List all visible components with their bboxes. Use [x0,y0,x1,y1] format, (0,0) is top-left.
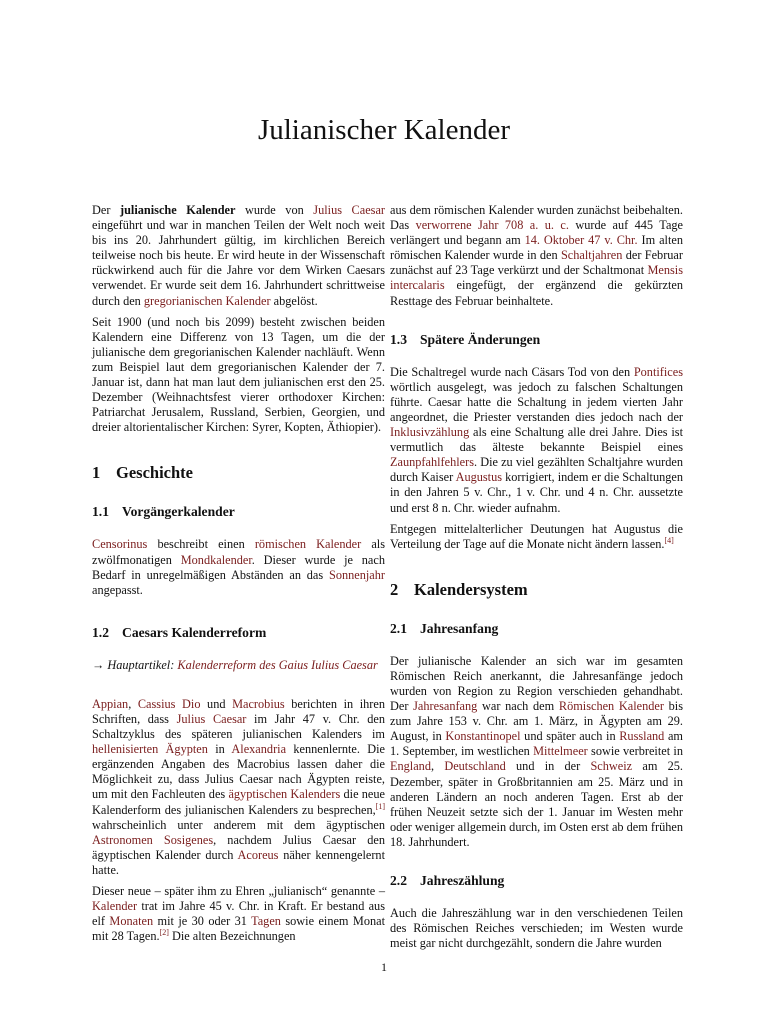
link-aegyptischer-kalender[interactable]: ägyptischen Kalenders [228,787,341,802]
intro-paragraph-2: Seit 1900 (und noch bis 2099) besteht zwischen beiden Kalendern eine Differenz von 13 Tagen, um die der julianische dem gregorianischen Kalender nachläuft. Wenn zum Beispiel laut dem gregorianischen Kalender der 7. Januar ist, dann hat man laut dem julianischen erst den 25. Dezember (Weihnachtsfest vierer orthodoxer Kirchen: Patriarchat Jerusalem, Russland, Serbien, Georgien, und dreier altorientalischer Kirchen: Syrer, Kopten, Äthiopier). [92,314,385,435]
section-title: Geschichte [116,463,193,483]
link-macrobius[interactable]: Macrobius [232,696,285,711]
link-alexandria[interactable]: Alexandria [231,742,287,757]
link-russland[interactable]: Russland [619,729,665,744]
text: in [207,742,232,757]
section-number: 1 [92,463,101,483]
subsection-title: Jahreszählung [420,873,505,888]
link-gregorianischer-kalender[interactable]: gregorianischen Kalender [143,293,271,308]
link-konstantinopel[interactable]: Konstantinopel [445,729,521,744]
section-number: 2 [390,579,399,599]
link-jahresanfang[interactable]: Jahresanfang [413,699,478,714]
right-column [390,203,683,957]
link-pontifices[interactable]: Pontifices [633,364,683,379]
text: sowie verbreitet in [587,744,683,759]
link-cassius-dio[interactable]: Cassius Dio [137,696,201,711]
text: wahrscheinlich unter anderem mit dem ägyptischen [92,817,385,832]
main-article-note [92,658,385,673]
text: eingeführt und war in manchen Teilen der Welt noch weit bis ins 20. Jahrhundert gültig, im kirchlichen Bereich teilweise noch bis heute. Er wird heute in der Wissenschaft rückwirkend auch für die Jahre vor dem Wirken Caesars verwendet. Er wurde seit dem 16. Jahrhundert schrittweise durch den [92,218,385,308]
text: kennenlernte. Die ergänzenden Angaben des Macrobius lassen daher die Möglichkeit zu, dass Julius Caesar nach Ägypten reiste, um mit den Fachleuten des [92,742,385,802]
link-mensis-intercalaris[interactable]: Mensis intercalaris [390,263,683,293]
link-sonnenjahr[interactable]: Sonnenjahr [328,567,385,582]
text: angepasst. [92,582,143,597]
text: . Die zu viel gezählten Schaltjahre wurden durch Kaiser [390,455,683,485]
text: und [200,696,233,711]
text: als eine Schaltung alle drei Jahre. Dies ist vermutlich das älteste bekannte Beispiel eines [390,425,683,455]
text: Im alten römischen Kalender wurde in den [390,233,683,263]
text: , [430,759,445,774]
link-appian[interactable]: Appian [92,696,129,711]
subsection-title: Caesars Kalenderreform [122,624,267,640]
link-monaten[interactable]: Monaten [109,914,154,929]
link-england[interactable]: England [390,759,431,774]
subsection-title: Jahresanfang [420,620,499,636]
subsection-heading-vorgaengerkalender [92,503,385,521]
page-number: 1 [381,960,387,974]
text: wurde von [235,203,314,217]
subsection-title: Vorgängerkalender [122,504,235,520]
text: Dieser neue – später ihm zu Ehren „julianisch“ genannte – [92,884,385,898]
text: die neue Kalenderform des julianischen Kalenders zu besprechen, [92,787,385,817]
text: und später auch in [520,729,620,744]
section-heading-kalendersystem [390,580,683,600]
link-schaltjahren[interactable]: Schaltjahren [560,248,623,263]
link-kalender[interactable]: Kalender [92,899,138,914]
text: aus dem römischen Kalender wurden zunächst beibehalten. Das [390,203,683,233]
paragraph-neuer-kalender [92,884,385,944]
paragraph-jahreszaehlung: Auch die Jahreszählung war in den verschiedenen Teilen des Römischen Reiches verschieden; im Westen wurde meist gar nicht durchgezählt, sondern die Jahre wurden [390,906,683,951]
text: berichten in ihren Schriften, dass [92,696,385,726]
page-title: Julianischer Kalender [257,114,511,146]
footnote-ref-4[interactable]: [4] [664,535,674,545]
subsection-number: 1.2 [92,624,109,640]
link-mittelmeer[interactable]: Mittelmeer [533,744,588,759]
subsection-number: 2.2 [390,873,407,888]
link-schweiz[interactable]: Schweiz [590,759,633,774]
link-mondkalender[interactable]: Mondkalender [180,552,252,567]
paragraph-entgegen [390,522,683,552]
link-tagen[interactable]: Tagen [251,914,281,929]
paragraph-spaetere-aenderungen [390,365,683,516]
text: trat im Jahre 45 v. Chr. in Kraft. Er bestand aus elf [92,899,385,929]
link-acoreus[interactable]: Acoreus [237,847,279,862]
subsection-heading-jahreszaehlung [390,872,683,890]
link-censorinus[interactable]: Censorinus [92,537,148,552]
bold-term: julianische Kalender [120,203,236,217]
subsection-title: Spätere Änderungen [420,331,541,347]
section-heading-geschichte [92,463,385,483]
link-verworrenes-jahr[interactable]: verworrene Jahr 708 a. u. c. [415,218,569,233]
text: und in der [505,759,591,774]
text: am 1. September, im westlichen [390,729,683,759]
text: beschreibt einen [147,537,255,552]
subsection-heading-caesars-kalenderreform [92,624,385,642]
text: bis zum Jahre 153 v. Chr. am 1. März, in Ägypten am 29. August, in [390,699,683,744]
link-julius-caesar[interactable]: Julius Caesar [176,711,247,726]
link-hellenisiertes-aegypten[interactable]: hellenisierten Ägypten [92,742,208,757]
subsection-heading-jahresanfang [390,620,683,638]
text: . Dieser wurde je nach Bedarf in unregelmäßigen Abständen an das [92,552,385,582]
left-column [92,203,385,950]
link-zaunpfahlfehler[interactable]: Zaunpfahlfehlers [390,455,474,470]
text: Der julianische Kalender an sich war im gesamten Römischen Reich anerkannt, die Jahresanfänge jedoch wurden von Region zu Region verschieden gehandhabt. Der [390,653,683,714]
link-roemischer-kalender[interactable]: Römischen Kalender [558,699,664,714]
link-inklusivzaehlung[interactable]: Inklusivzählung [390,425,470,440]
subsection-number: 2.1 [390,620,407,636]
text: der Februar zunächst auf 23 Tage verkürzt und der Schaltmonat [390,248,683,278]
text: am 25. Dezember, später in Großbritannien am 25. März und in anderen Ländern an noch anderen Tagen. Erst ab der frühen Neuzeit setzte sich der 1. Januar im Westen mehr oder weniger allgemein durch, im Osten erst ab dem frühen 18. Jahrhundert. [390,759,683,849]
footnote-ref-2[interactable]: [2] [159,928,169,938]
link-astronomen-sosigenes[interactable]: Astronomen Sosigenes [92,832,214,847]
text: , nachdem Julius Caesar den ägyptischen Kalender durch [92,832,385,862]
paragraph-jahresanfang [390,654,683,850]
link-julius-caesar[interactable]: Julius Caesar [313,203,386,217]
text: als zwölfmonatigen [92,537,385,567]
text: Die alten Bezeichnungen [168,929,296,944]
link-kalenderreform[interactable]: Kalenderreform des Gaius Iulius Caesar [177,657,378,672]
link-augustus[interactable]: Augustus [455,470,503,485]
main-article-prefix: → Hauptartikel: [92,657,178,672]
subsection-number: 1.3 [390,331,407,347]
text: sowie einem Monat mit 28 Tagen. [92,914,386,944]
paragraph-continuation [390,203,683,309]
footnote-ref-1[interactable]: [1] [375,801,385,811]
text: wörtlich ausgelegt, was jedoch zu falschen Schaltungen führte. Caesar hatte die Schaltung in jedem vierten Jahr angeordnet, die Priester verstanden dies jedoch nach der [390,379,683,424]
subsection-heading-spaetere-aenderungen [390,331,683,349]
subsection-number: 1.1 [92,504,109,520]
paragraph-vorgaenger [92,537,385,597]
text: Der [92,203,120,217]
text: war nach dem [477,699,559,714]
text: eingefügt, der ergänzend die gekürzten Resttage des Februar beinhaltete. [390,278,683,308]
text: wurde auf 445 Tage verlängert und begann am [390,218,684,248]
text: mit je 30 oder 31 [153,914,252,929]
paragraph-reform [92,697,385,878]
text: Entgegen mittelalterlicher Deutungen hat Augustus die Verteilung der Tage auf die Monate nicht ändern lassen. [390,521,683,551]
text: näher kennengelernt hatte. [92,847,386,877]
intro-paragraph-1 [92,203,385,309]
text: abgelöst. [270,293,318,308]
text: korrigiert, indem er die Schaltungen in den Jahren 5 v. Chr., 1 v. Chr. und 4 n. Chr. aussetzte und erst 8 n. Chr. wieder aufnahm. [390,470,684,515]
link-14-oktober-47[interactable]: 14. Oktober 47 v. Chr. [524,233,638,248]
link-deutschland[interactable]: Deutschland [444,759,506,774]
link-roemischer-kalender[interactable]: römischen Kalender [254,537,362,552]
text: Die Schaltregel wurde nach Cäsars Tod von den [390,364,634,379]
text: im Jahr 47 v. Chr. den Schaltzyklus des späteren julianischen Kalenders im [92,711,386,742]
section-title: Kalendersystem [414,579,528,599]
text: , [128,696,138,711]
